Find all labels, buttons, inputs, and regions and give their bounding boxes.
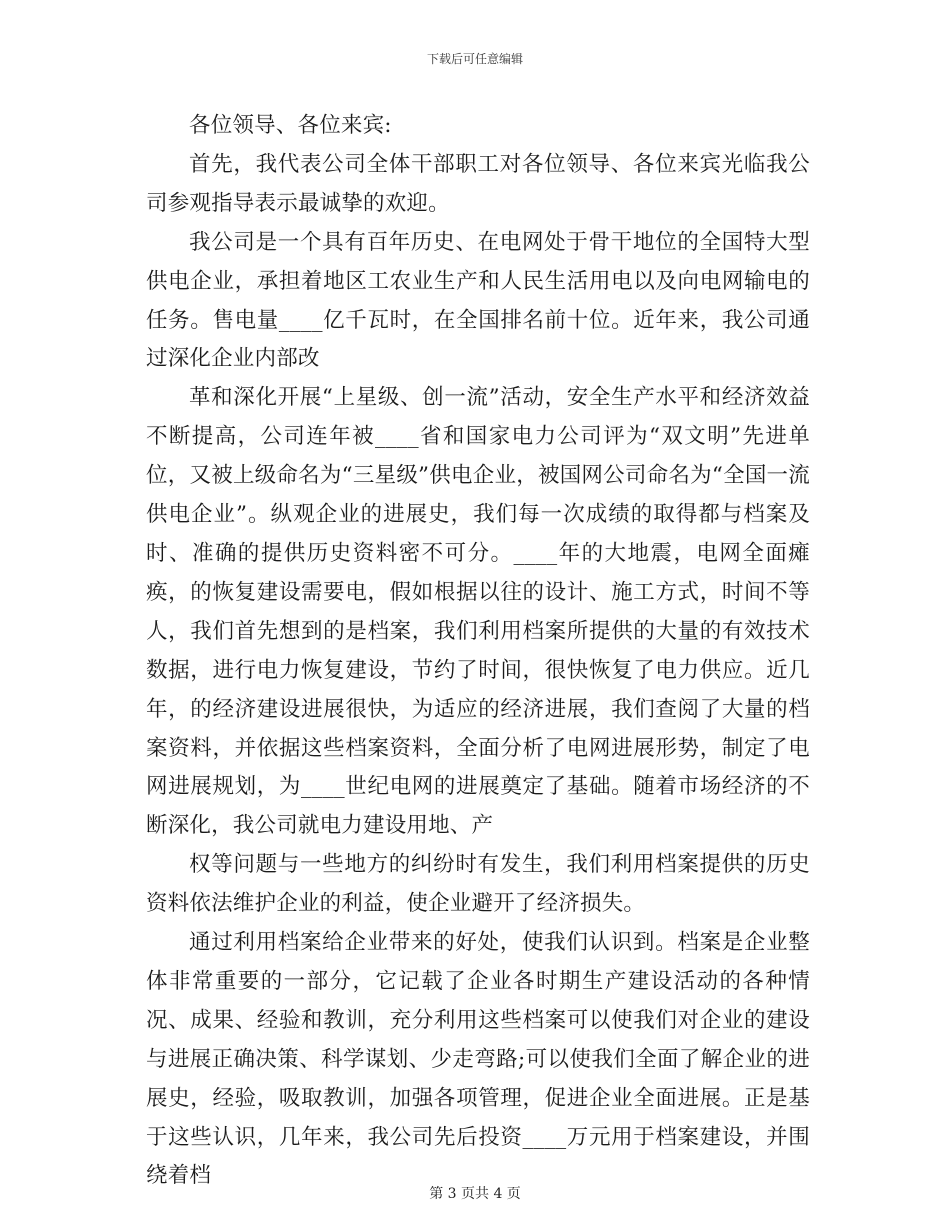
page-footer: 第 3 页共 4 页 <box>429 1186 521 1202</box>
body-paragraph: 权等问题与一些地方的纠纷时有发生，我们利用档案提供的历史资料依法维护企业的利益，使企业避开了经济损失。 <box>146 852 810 917</box>
document-body <box>146 107 810 1196</box>
body-paragraph: 我公司是一个具有百年历史、在电网处于骨干地位的全国特大型供电企业，承担着地区工农业生产和人民生活用电以及向电网输电的任务。售电量____亿千瓦时，在全国排名前十位。近年来，我公司通过深化企业内部改 <box>146 229 810 372</box>
body-paragraph: 革和深化开展“上星级、创一流”活动，安全生产水平和经济效益不断提高，公司连年被____省和国家电力公司评为“双文明”先进单位，又被上级命名为“三星级”供电企业，被国网公司命名为“全国一流供电企业”。纵观企业的进展史，我们每一次成绩的取得都与档案及时、准确的提供历史资料密不可分。____年的大地震，电网全面瘫痪，的恢复建设需要电，假如根据以往的设计、施工方式，时间不等人，我们首先想到的是档案，我们利用档案所提供的大量的有效技术数据，进行电力恢复建设，节约了时间，很快恢复了电力供应。近几年，的经济建设进展很快，为适应的经济进展，我们查阅了大量的档案资料，并依据这些档案资料，全面分析了电网进展形势，制定了电网进展规划，为____世纪电网的进展奠定了基础。随着市场经济的不断深化，我公司就电力建设用地、产 <box>146 385 810 839</box>
body-paragraph: 通过利用档案给企业带来的好处，使我们认识到。档案是企业整体非常重要的一部分，它记载了企业各时期生产建设活动的各种情况、成果、经验和教训，充分利用这些档案可以使我们对企业的建设与进展正确决策、科学谋划、少走弯路;可以使我们全面了解企业的进展史，经验，吸取教训，加强各项管理，促进企业全面进展。正是基于这些认识，几年来，我公司先后投资____万元用于档案建设，并围绕着档 <box>146 930 810 1189</box>
body-paragraph: 首先，我代表公司全体干部职工对各位领导、各位来宾光临我公司参观指导表示最诚挚的欢迎。 <box>146 151 810 216</box>
page-header: 下载后可任意编辑 <box>426 52 523 66</box>
salutation-paragraph: 各位领导、各位来宾: <box>189 113 392 138</box>
